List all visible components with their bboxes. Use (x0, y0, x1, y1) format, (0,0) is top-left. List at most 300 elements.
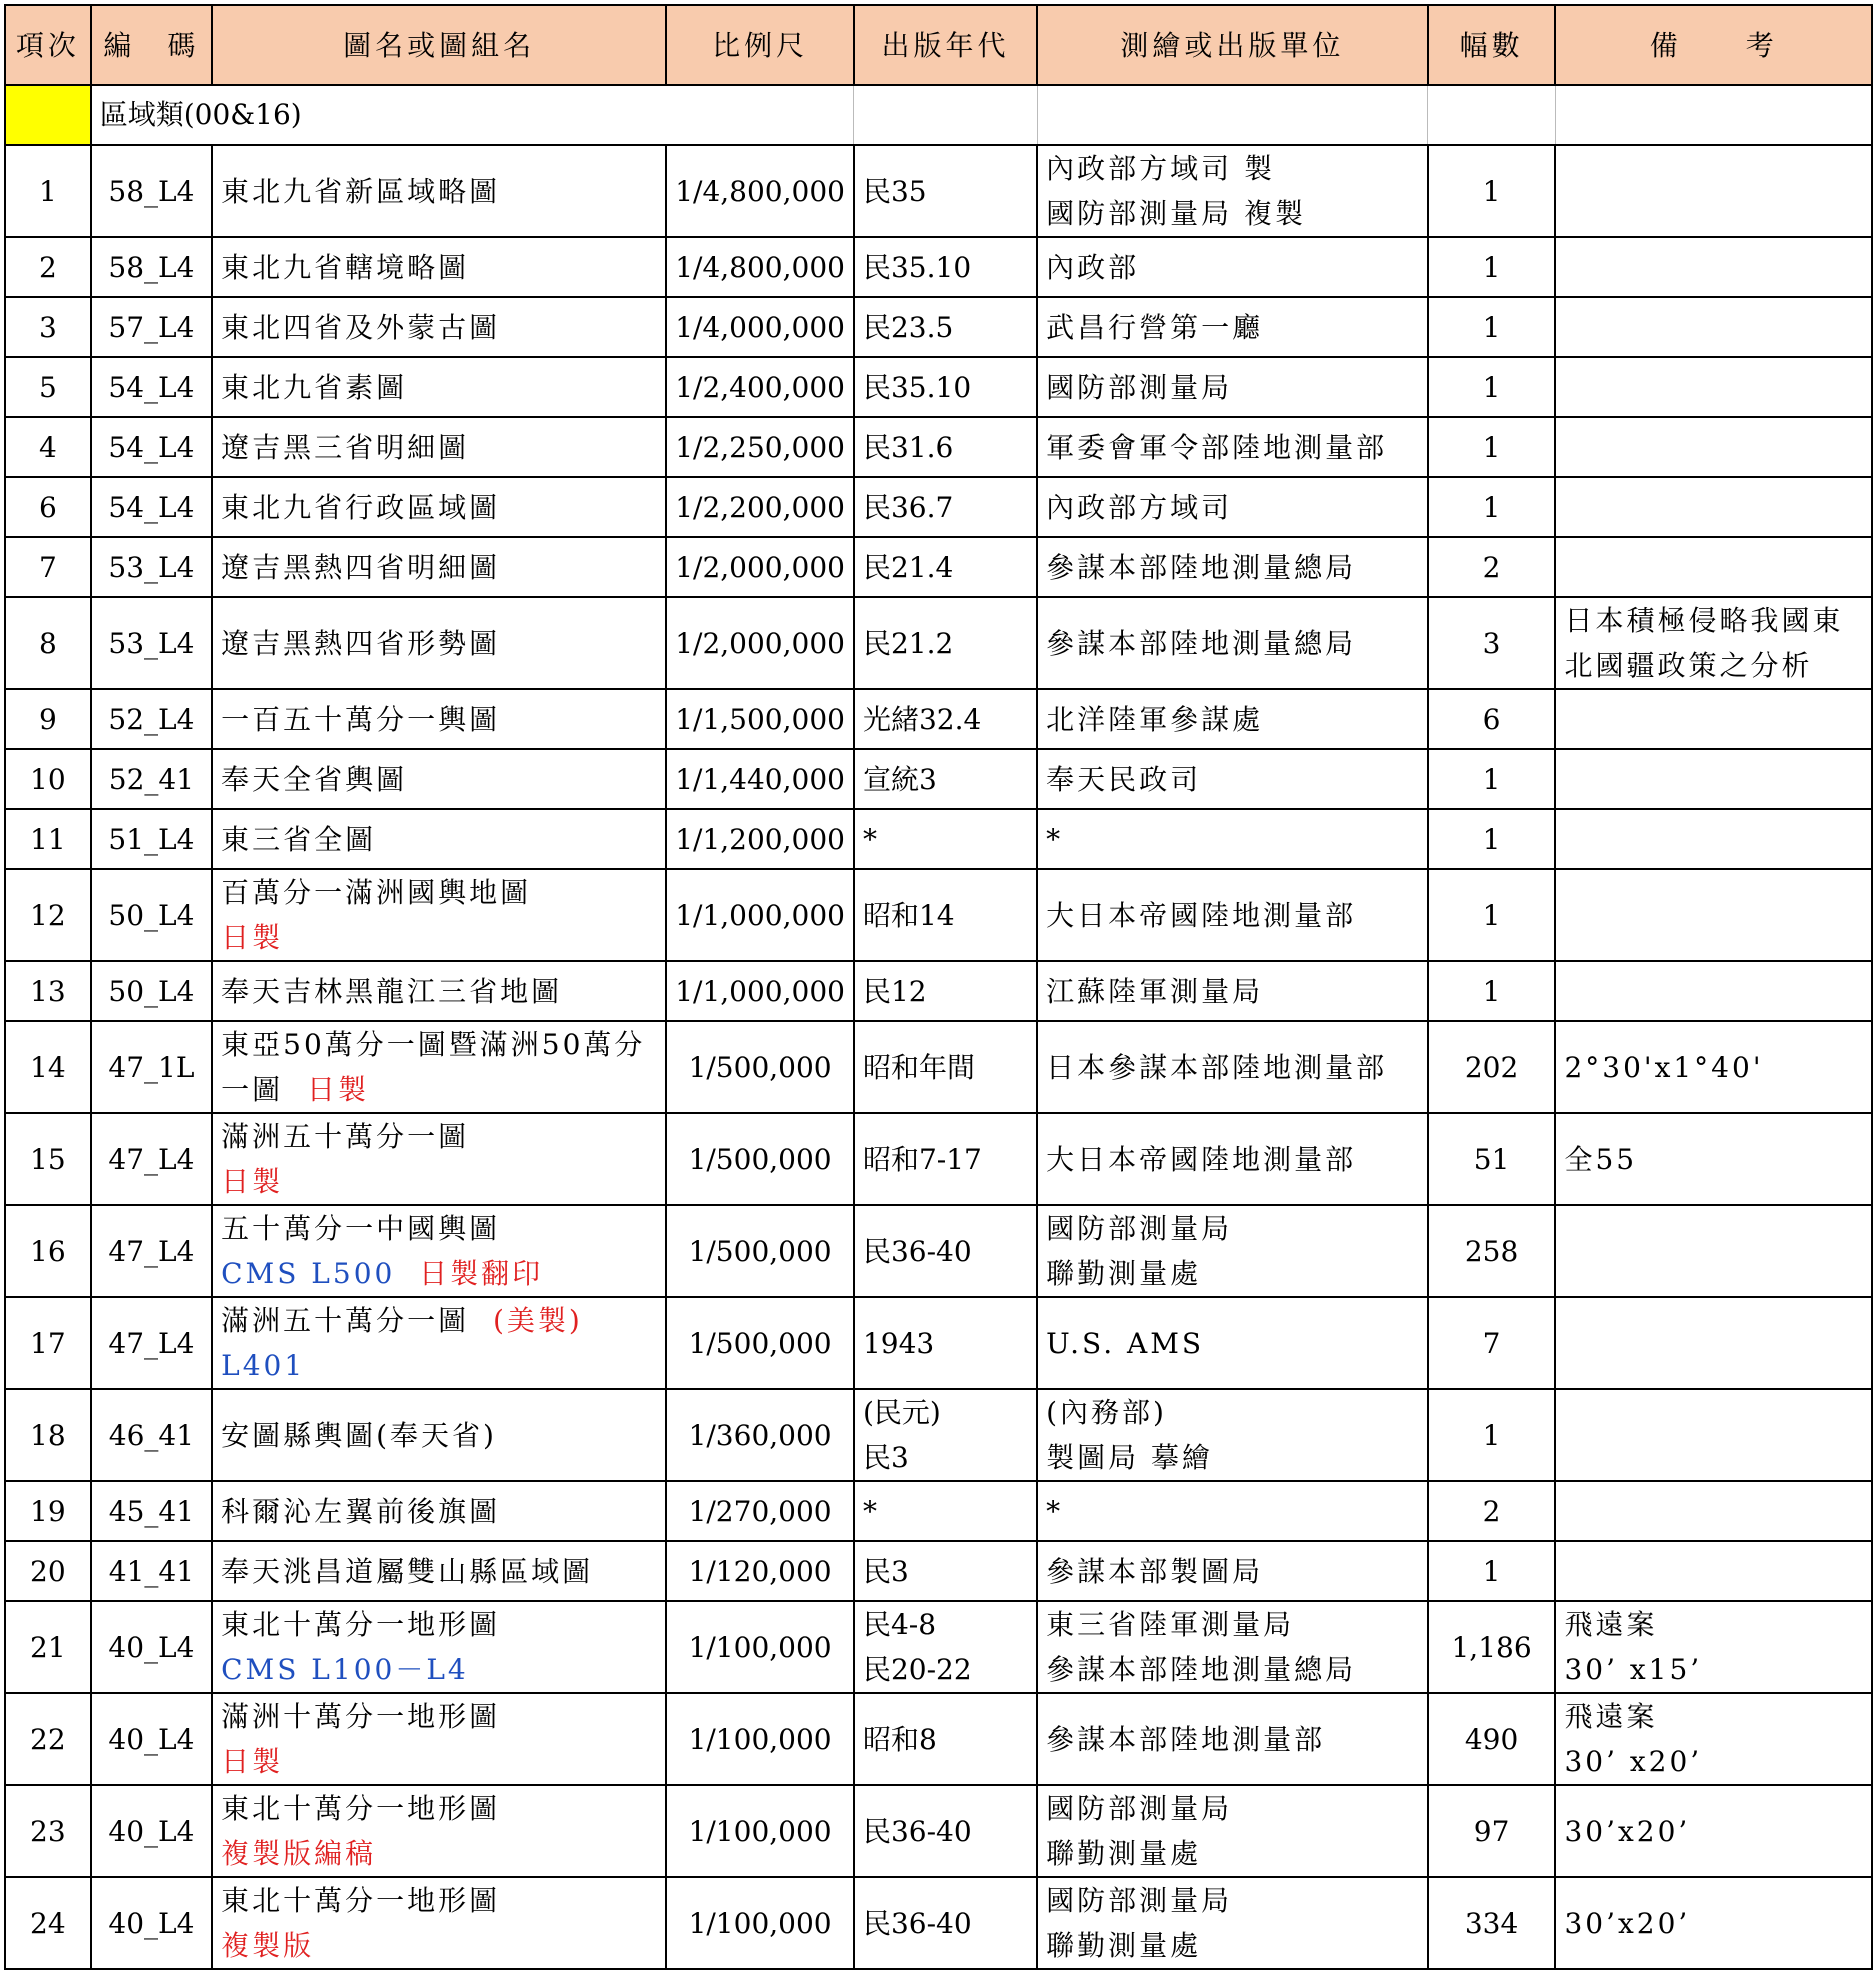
publish-year-line: 光緒32.4 (862, 702, 982, 736)
map-title-cell (212, 869, 666, 961)
remarks-line: 北國疆政策之分析 (1564, 649, 1813, 682)
scale-cell: 1/100,000 (666, 1601, 854, 1693)
publisher-cell (1037, 1877, 1428, 1969)
item-no-cell: 5 (5, 357, 91, 417)
item-no-cell: 22 (5, 1693, 91, 1785)
item-no-cell: 14 (5, 1021, 91, 1113)
table-row (5, 1601, 1872, 1693)
code-cell: 40_L4 (91, 1877, 212, 1969)
publish-year-cell (854, 1481, 1037, 1541)
map-title-text: 東北十萬分一地形圖 (221, 1608, 501, 1641)
map-title-text: 東北九省新區域略圖 (221, 174, 501, 208)
scale-cell: 1/1,500,000 (666, 689, 854, 749)
scale-cell: 1/500,000 (666, 1297, 854, 1389)
map-title-cell (212, 297, 666, 357)
remarks-line: 全55 (1564, 1142, 1638, 1176)
map-title-line (221, 425, 657, 470)
publish-year-line: 民36-40 (862, 1234, 972, 1268)
map-title-line (221, 1878, 657, 1923)
code-cell: 54_L4 (91, 477, 212, 537)
map-title-line (221, 365, 657, 410)
map-title-cell (212, 1021, 666, 1113)
publish-year-line: 宣統3 (862, 762, 937, 796)
map-title-text: 東北九省轄境略圖 (221, 250, 470, 284)
publish-year-cell (854, 809, 1037, 869)
map-title-line (221, 1739, 657, 1784)
publisher-cell (1037, 809, 1428, 869)
publisher-cell (1037, 417, 1428, 477)
map-title-cell (212, 237, 666, 297)
map-title-text: CMS L100－L4 (221, 1653, 469, 1686)
code-cell: 52_L4 (91, 689, 212, 749)
sheet-count-cell: 2 (1428, 1481, 1556, 1541)
map-title-cell (212, 809, 666, 869)
publisher-cell (1037, 1113, 1428, 1205)
code-cell: 51_L4 (91, 809, 212, 869)
table-row (5, 145, 1872, 237)
publisher-line: 奉天民政司 (1046, 762, 1202, 796)
map-title-line (221, 969, 657, 1014)
map-title-note: 日製翻印 (419, 1257, 544, 1290)
remarks-cell (1555, 1481, 1872, 1541)
code-cell: 50_L4 (91, 961, 212, 1021)
publish-year-line: 民4-8 (862, 1608, 937, 1641)
map-title-text: 日製 (221, 1745, 284, 1778)
table-row (5, 1785, 1872, 1877)
publisher-cell (1037, 1297, 1428, 1389)
map-title-line (221, 1413, 657, 1458)
map-title-line (221, 697, 657, 742)
publisher-cell (1037, 297, 1428, 357)
sheet-count-cell: 258 (1428, 1205, 1556, 1297)
map-title-text: 日製 (221, 1165, 284, 1198)
sheet-count-cell: 51 (1428, 1113, 1556, 1205)
table-row (5, 961, 1872, 1021)
item-no-cell: 3 (5, 297, 91, 357)
header-row (5, 5, 1872, 85)
publisher-line: 大日本帝國陸地測量部 (1046, 898, 1357, 932)
map-title-cell (212, 1601, 666, 1693)
map-title-cell (212, 357, 666, 417)
publish-year-cell (854, 689, 1037, 749)
map-title-text: 東北十萬分一地形圖 (221, 1792, 501, 1825)
table-row (5, 357, 1872, 417)
scale-cell: 1/1,440,000 (666, 749, 854, 809)
remarks-cell (1555, 1297, 1872, 1389)
remarks-line: 30’x20’ (1564, 1906, 1691, 1940)
publish-year-cell (854, 297, 1037, 357)
remarks-line: 2°30'x1°40' (1564, 1050, 1764, 1084)
item-no-cell: 4 (5, 417, 91, 477)
publisher-cell (1037, 1389, 1428, 1481)
map-title-line (221, 1206, 657, 1251)
remarks-cell (1555, 145, 1872, 237)
item-no-cell: 16 (5, 1205, 91, 1297)
map-title-line (221, 1647, 657, 1692)
map-title-cell (212, 1389, 666, 1481)
scale-cell: 1/1,000,000 (666, 961, 854, 1021)
table-row (5, 689, 1872, 749)
publisher-line: (內務部) (1046, 1396, 1167, 1429)
map-title-line (221, 245, 657, 290)
table-row (5, 537, 1872, 597)
table-row (5, 1693, 1872, 1785)
header-publish-year: 出版年代 (854, 5, 1037, 85)
publish-year-cell (854, 237, 1037, 297)
map-title-line (221, 1298, 657, 1343)
publisher-line: 參謀本部陸地測量總局 (1046, 626, 1357, 660)
code-cell: 47_L4 (91, 1113, 212, 1205)
publish-year-cell (854, 1021, 1037, 1113)
map-catalog-table (4, 4, 1873, 1970)
map-title-line (221, 1489, 657, 1534)
code-cell: 53_L4 (91, 597, 212, 689)
table-row (5, 1205, 1872, 1297)
code-cell: 58_L4 (91, 145, 212, 237)
table-row (5, 297, 1872, 357)
publish-year-cell (854, 1877, 1037, 1969)
header-map-title: 圖名或圖組名 (212, 5, 666, 85)
category-label: 區域類(00&16) (91, 85, 854, 145)
map-title-line (221, 1694, 657, 1739)
sheet-count-cell: 97 (1428, 1785, 1556, 1877)
map-title-line (221, 169, 657, 214)
map-title-text: 東北九省素圖 (221, 370, 408, 404)
map-title-cell (212, 417, 666, 477)
map-title-text: 複製版 (221, 1929, 315, 1962)
map-title-cell (212, 689, 666, 749)
map-title-text: 奉天全省輿圖 (221, 762, 408, 796)
remarks-cell (1555, 1389, 1872, 1481)
code-cell: 46_41 (91, 1389, 212, 1481)
item-no-cell: 11 (5, 809, 91, 869)
header-code: 編 碼 (91, 5, 212, 85)
publisher-cell (1037, 237, 1428, 297)
map-title-line (221, 485, 657, 530)
code-cell: 54_L4 (91, 417, 212, 477)
code-cell: 45_41 (91, 1481, 212, 1541)
publish-year-line: 民36.7 (862, 490, 954, 524)
map-title-cell (212, 1113, 666, 1205)
publish-year-line: 昭和年間 (862, 1050, 975, 1084)
map-title-cell (212, 1877, 666, 1969)
table-row (5, 809, 1872, 869)
header-publisher: 測繪或出版單位 (1037, 5, 1428, 85)
publish-year-line: * (862, 822, 877, 856)
table-row (5, 477, 1872, 537)
header-sheet-count: 幅數 (1428, 5, 1556, 85)
category-blank-count (1428, 85, 1556, 145)
remarks-cell (1555, 1785, 1872, 1877)
scale-cell: 1/2,200,000 (666, 477, 854, 537)
remarks-cell (1555, 1693, 1872, 1785)
map-title-line (221, 915, 657, 960)
header-remarks: 備 考 (1555, 5, 1872, 85)
item-no-cell: 9 (5, 689, 91, 749)
map-title-line (221, 1022, 657, 1067)
map-title-text: 遼吉黑三省明細圖 (221, 430, 470, 464)
publisher-line: 參謀本部陸地測量總局 (1046, 1653, 1357, 1686)
map-title-cell (212, 1481, 666, 1541)
remarks-line: 30’x20’ (1564, 1814, 1691, 1848)
scale-cell: 1/270,000 (666, 1481, 854, 1541)
publisher-cell (1037, 1601, 1428, 1693)
map-title-line (221, 1786, 657, 1831)
sheet-count-cell: 490 (1428, 1693, 1556, 1785)
map-title-text: 滿洲五十萬分一圖 (221, 1304, 470, 1337)
code-cell: 58_L4 (91, 237, 212, 297)
remarks-line: 日本積極侵略我國東 (1564, 604, 1844, 637)
code-cell: 40_L4 (91, 1785, 212, 1877)
category-row (5, 85, 1872, 145)
publish-year-cell (854, 417, 1037, 477)
publisher-line: 國防部測量局 (1046, 1792, 1233, 1825)
publish-year-cell (854, 1113, 1037, 1205)
code-cell: 47_L4 (91, 1205, 212, 1297)
table-row (5, 1481, 1872, 1541)
map-title-line (221, 621, 657, 666)
publish-year-cell (854, 749, 1037, 809)
publisher-cell (1037, 145, 1428, 237)
publish-year-line: 民12 (862, 974, 927, 1008)
map-title-text: 遼吉黑熱四省明細圖 (221, 550, 501, 584)
publisher-cell (1037, 749, 1428, 809)
publisher-line: 內政部方域司 (1046, 490, 1233, 524)
publisher-cell (1037, 357, 1428, 417)
publish-year-line: 民21.4 (862, 550, 954, 584)
remarks-cell (1555, 689, 1872, 749)
publisher-cell (1037, 689, 1428, 749)
sheet-count-cell: 1 (1428, 297, 1556, 357)
map-title-cell (212, 961, 666, 1021)
sheet-count-cell: 3 (1428, 597, 1556, 689)
map-title-line (221, 1549, 657, 1594)
remarks-line: 30’ x20’ (1564, 1745, 1703, 1778)
table-row (5, 1389, 1872, 1481)
map-title-text: 滿洲十萬分一地形圖 (221, 1700, 501, 1733)
publisher-line: 國防部測量局 (1046, 1212, 1233, 1245)
map-title-cell (212, 597, 666, 689)
map-title-cell (212, 749, 666, 809)
scale-cell: 1/2,000,000 (666, 537, 854, 597)
publisher-cell (1037, 597, 1428, 689)
category-blank-unit (1037, 85, 1428, 145)
sheet-count-cell: 1 (1428, 1541, 1556, 1601)
publish-year-cell (854, 1785, 1037, 1877)
remarks-cell (1555, 1877, 1872, 1969)
item-no-cell: 2 (5, 237, 91, 297)
map-title-line (221, 757, 657, 802)
publisher-cell (1037, 1541, 1428, 1601)
publisher-cell (1037, 961, 1428, 1021)
map-title-line (221, 1923, 657, 1968)
item-no-cell: 23 (5, 1785, 91, 1877)
header-scale: 比例尺 (666, 5, 854, 85)
publisher-cell (1037, 1205, 1428, 1297)
code-cell: 50_L4 (91, 869, 212, 961)
publish-year-cell (854, 477, 1037, 537)
publish-year-line: 民35.10 (862, 370, 972, 404)
sheet-count-cell: 1 (1428, 1389, 1556, 1481)
remarks-cell (1555, 749, 1872, 809)
scale-cell: 1/500,000 (666, 1113, 854, 1205)
category-marker (5, 85, 91, 145)
map-title-text: 東北九省行政區域圖 (221, 490, 501, 524)
scale-cell: 1/4,000,000 (666, 297, 854, 357)
map-title-cell (212, 1205, 666, 1297)
publish-year-line: 民21.2 (862, 626, 954, 660)
code-cell: 47_L4 (91, 1297, 212, 1389)
scale-cell: 1/2,000,000 (666, 597, 854, 689)
scale-cell: 1/500,000 (666, 1205, 854, 1297)
map-title-line (221, 1251, 657, 1296)
item-no-cell: 8 (5, 597, 91, 689)
publish-year-line: 民36-40 (862, 1814, 972, 1848)
map-title-text: 奉天吉林黑龍江三省地圖 (221, 974, 563, 1008)
publish-year-line: 民36-40 (862, 1906, 972, 1940)
publish-year-cell (854, 597, 1037, 689)
sheet-count-cell: 1 (1428, 237, 1556, 297)
publisher-cell (1037, 537, 1428, 597)
sheet-count-cell: 1 (1428, 809, 1556, 869)
publisher-line: 參謀本部陸地測量部 (1046, 1722, 1326, 1756)
map-title-line (221, 1602, 657, 1647)
item-no-cell: 17 (5, 1297, 91, 1389)
map-title-text: 科爾沁左翼前後旗圖 (221, 1494, 501, 1528)
publish-year-cell (854, 145, 1037, 237)
scale-cell: 1/120,000 (666, 1541, 854, 1601)
item-no-cell: 19 (5, 1481, 91, 1541)
map-title-line (221, 545, 657, 590)
table-row (5, 1877, 1872, 1969)
code-cell: 57_L4 (91, 297, 212, 357)
publisher-line: 聯勤測量處 (1046, 1929, 1202, 1962)
item-no-cell: 18 (5, 1389, 91, 1481)
publish-year-line: 昭和8 (862, 1722, 937, 1756)
map-title-text: 一百五十萬分一輿圖 (221, 702, 501, 736)
map-title-line (221, 1067, 657, 1112)
map-title-line (221, 1114, 657, 1159)
item-no-cell: 24 (5, 1877, 91, 1969)
publisher-line: 江蘇陸軍測量局 (1046, 974, 1264, 1008)
map-title-text: 一圖 (221, 1073, 284, 1106)
scale-cell: 1/1,000,000 (666, 869, 854, 961)
scale-cell: 1/100,000 (666, 1785, 854, 1877)
remarks-cell (1555, 597, 1872, 689)
map-title-text: 安圖縣輿圖(奉天省) (221, 1418, 497, 1452)
item-no-cell: 1 (5, 145, 91, 237)
sheet-count-cell: 1 (1428, 145, 1556, 237)
sheet-count-cell: 1 (1428, 961, 1556, 1021)
item-no-cell: 7 (5, 537, 91, 597)
publish-year-cell (854, 357, 1037, 417)
sheet-count-cell: 1 (1428, 477, 1556, 537)
remarks-cell (1555, 1113, 1872, 1205)
map-title-text: 百萬分一滿洲國輿地圖 (221, 876, 532, 909)
table-row (5, 869, 1872, 961)
remarks-cell (1555, 869, 1872, 961)
publisher-line: 軍委會軍令部陸地測量部 (1046, 430, 1388, 464)
publish-year-line: (民元) (862, 1396, 941, 1429)
publisher-line: 國防部測量局 (1046, 370, 1233, 404)
sheet-count-cell: 6 (1428, 689, 1556, 749)
map-title-text: 東三省全圖 (221, 822, 377, 856)
publisher-line: 參謀本部製圖局 (1046, 1554, 1264, 1588)
map-title-cell (212, 1297, 666, 1389)
sheet-count-cell: 202 (1428, 1021, 1556, 1113)
remarks-line: 飛遠案 (1564, 1608, 1658, 1641)
remarks-cell (1555, 1601, 1872, 1693)
table-row (5, 1541, 1872, 1601)
publish-year-line: 民3 (862, 1441, 909, 1474)
table-row (5, 237, 1872, 297)
publish-year-cell (854, 1389, 1037, 1481)
item-no-cell: 13 (5, 961, 91, 1021)
publisher-cell (1037, 1785, 1428, 1877)
map-title-cell (212, 145, 666, 237)
item-no-cell: 10 (5, 749, 91, 809)
publisher-line: 製圖局 摹繪 (1046, 1441, 1214, 1474)
map-title-text: 日製 (221, 921, 284, 954)
sheet-count-cell: 7 (1428, 1297, 1556, 1389)
remarks-cell (1555, 477, 1872, 537)
table-row (5, 417, 1872, 477)
sheet-count-cell: 334 (1428, 1877, 1556, 1969)
remarks-cell (1555, 297, 1872, 357)
remarks-cell (1555, 961, 1872, 1021)
publish-year-cell (854, 961, 1037, 1021)
scale-cell: 1/2,400,000 (666, 357, 854, 417)
map-title-line (221, 305, 657, 350)
map-title-text: 奉天洮昌道屬雙山縣區域圖 (221, 1554, 594, 1588)
publisher-cell (1037, 1693, 1428, 1785)
sheet-count-cell: 2 (1428, 537, 1556, 597)
table-row (5, 1113, 1872, 1205)
scale-cell: 1/4,800,000 (666, 237, 854, 297)
map-title-text: 東北十萬分一地形圖 (221, 1884, 501, 1917)
publisher-cell (1037, 1021, 1428, 1113)
publisher-line: U.S. AMS (1046, 1326, 1205, 1360)
table-body (5, 85, 1872, 1969)
publish-year-cell (854, 1297, 1037, 1389)
map-title-line (221, 1831, 657, 1876)
publish-year-cell (854, 1541, 1037, 1601)
publisher-cell (1037, 869, 1428, 961)
publish-year-line: 民31.6 (862, 430, 954, 464)
map-title-line (221, 1159, 657, 1204)
sheet-count-cell: 1 (1428, 749, 1556, 809)
code-cell: 47_1L (91, 1021, 212, 1113)
publish-year-cell (854, 1693, 1037, 1785)
item-no-cell: 15 (5, 1113, 91, 1205)
table-row (5, 749, 1872, 809)
map-title-note: (美製) (492, 1304, 583, 1337)
publisher-line: 內政部 (1046, 250, 1140, 284)
scale-cell: 1/360,000 (666, 1389, 854, 1481)
publisher-line: 大日本帝國陸地測量部 (1046, 1142, 1357, 1176)
publisher-line: 國防部測量局 (1046, 1884, 1233, 1917)
publisher-line: 參謀本部陸地測量總局 (1046, 550, 1357, 584)
publisher-line: 武昌行營第一廳 (1046, 310, 1264, 344)
publish-year-line: * (862, 1494, 877, 1528)
publish-year-cell (854, 1601, 1037, 1693)
publisher-line: 東三省陸軍測量局 (1046, 1608, 1295, 1641)
scale-cell: 1/1,200,000 (666, 809, 854, 869)
header-item-no: 項次 (5, 5, 91, 85)
map-title-text: 複製版編稿 (221, 1837, 377, 1870)
item-no-cell: 12 (5, 869, 91, 961)
publisher-line: * (1046, 1494, 1064, 1528)
